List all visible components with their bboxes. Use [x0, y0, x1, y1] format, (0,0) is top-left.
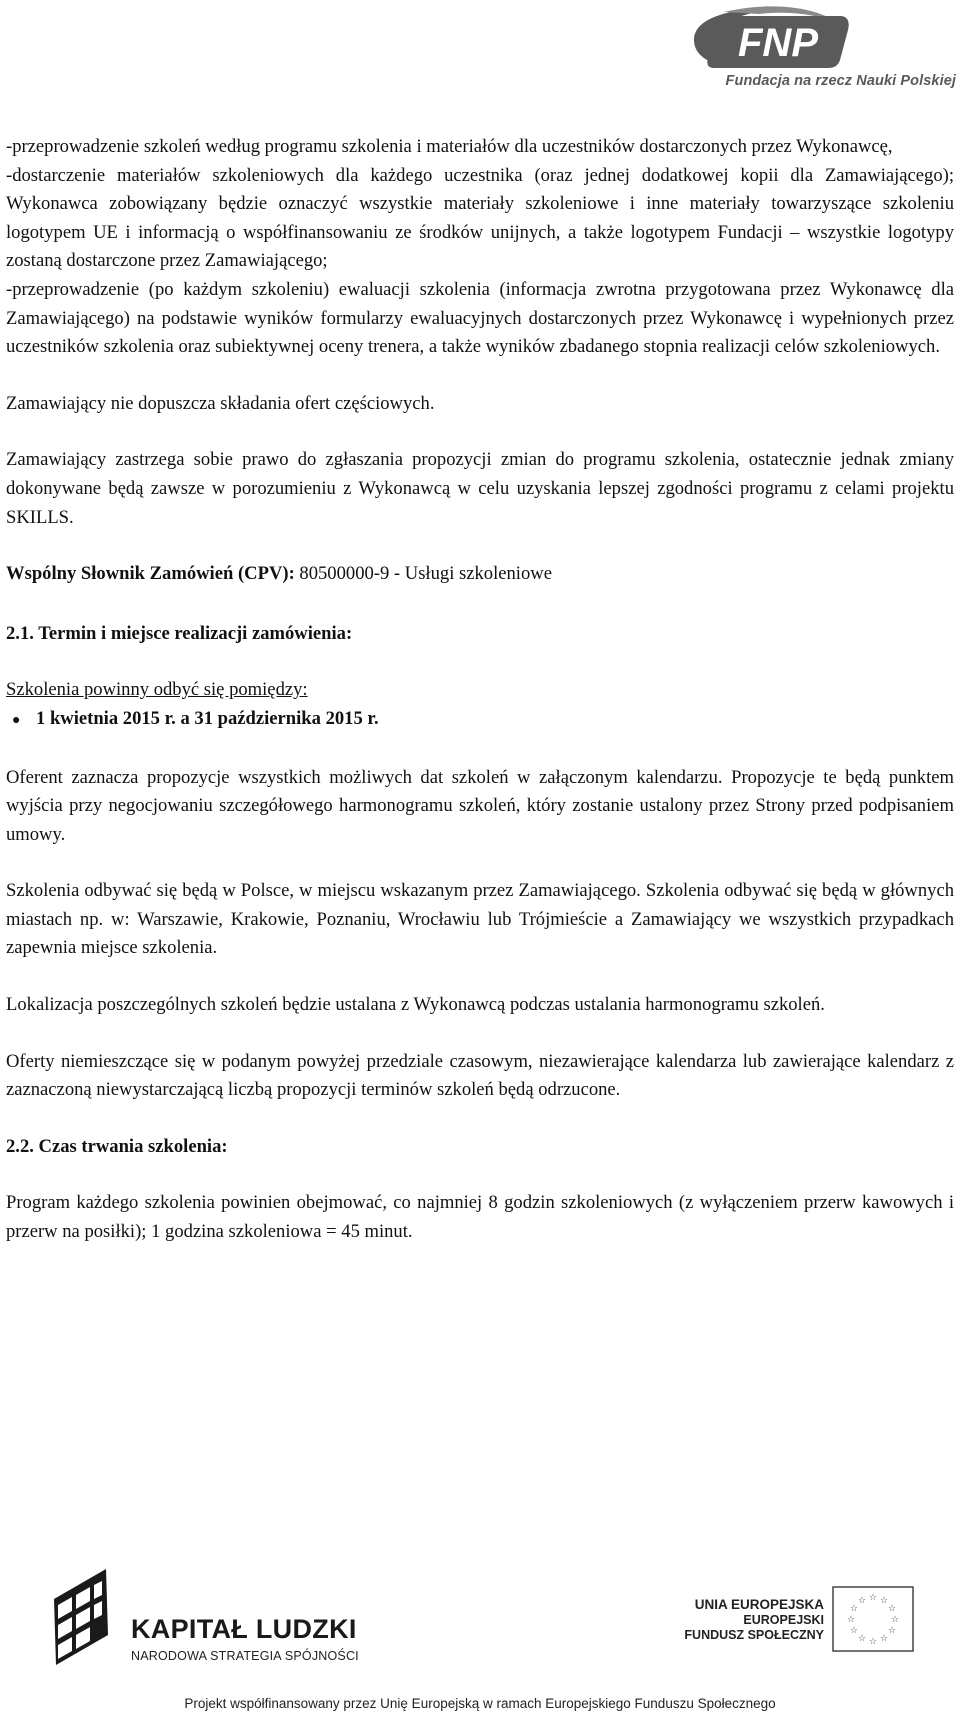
- paragraph-calendar-proposals: Oferent zaznacza propozycje wszystkich możliwych dat szkoleń w załączonym kalendarzu. Propozycje te będą punktem wyjścia przy negocjowaniu szczegółowego harmonogramu szkoleń, który zostanie ustalony przez Strony przed podpisaniem umowy.: [6, 766, 954, 845]
- eu-star-icon: ☆: [846, 1615, 856, 1625]
- eu-star-icon: ☆: [868, 1593, 878, 1603]
- section-2-1-heading: 2.1. Termin i miejsce realizacji zamówienia:: [6, 622, 353, 644]
- eu-star-icon: ☆: [868, 1637, 878, 1647]
- cpv-label: Wspólny Słownik Zamówień (CPV):: [6, 563, 295, 585]
- paragraph-no-partial-offers: Zamawiający nie dopuszcza składania ofert częściowych.: [6, 392, 435, 414]
- eu-line-2: EUROPEJSKI: [743, 1612, 824, 1627]
- eu-line-3: FUNDUSZ SPOŁECZNY: [684, 1628, 824, 1642]
- eu-star-icon: ☆: [879, 1634, 889, 1645]
- eu-text-block: [684, 1597, 824, 1644]
- eu-star-icon: ☆: [849, 1626, 858, 1636]
- between-label: Szkolenia powinny odbyć się pomiędzy:: [6, 679, 308, 701]
- paragraph-localization: Lokalizacja poszczególnych szkoleń będzie ustalana z Wykonawcą podczas ustalania harmonogramu szkoleń.: [6, 994, 825, 1016]
- fnp-tagline: Fundacja na rzecz Nauki Polskiej: [725, 73, 956, 89]
- kapital-ludzki-emblem-icon: [46, 1565, 116, 1675]
- paragraph-duration: Program każdego szkolenia powinien obejmować, co najmniej 8 godzin szkoleniowych (z wyłączeniem przerw kawowych i przerw na posiłki); 1 godzina szkoleniowa = 45 minut.: [6, 1192, 954, 1243]
- bullet-list-item: [6, 705, 954, 736]
- project-cofinancing-line: Projekt współfinansowany przez Unię Europejską w ramach Europejskiego Funduszu Społecznego: [184, 1696, 776, 1711]
- fnp-logo-text: FNP: [738, 21, 818, 65]
- eu-star-icon: ☆: [890, 1615, 900, 1625]
- paragraph-training-delivery: -przeprowadzenie szkoleń według programu szkolenia i materiałów dla uczestników dostarczonych przez Wykonawcę,: [6, 136, 893, 157]
- eu-star-icon: ☆: [849, 1604, 858, 1614]
- eu-line-1: UNIA EUROPEJSKA: [694, 1597, 824, 1612]
- document-body: [6, 133, 954, 1247]
- paragraph-program-changes: Zamawiający zastrzega sobie prawo do zgłaszania propozycji zmian do programu szkolenia, ostatecznie jednak zmiany dokonywane będą zawsze w porozumieniu z Wykonawcą w celu uzyskania lepszej zgodności programu z celami projektu SKILLS.: [6, 449, 954, 528]
- eu-star-icon: ☆: [879, 1595, 889, 1606]
- eu-star-icon: ☆: [857, 1634, 867, 1645]
- paragraph-training-location: Szkolenia odbywać się będą w Polsce, w miejscu wskazanym przez Zamawiającego. Szkolenia odbywać się będą w głównych miastach np. w: Warszawie, Krakowie, Poznaniu, Wrocławiu lub Trójmieście a Zamawiający we wszystkich przypadkach zapewnia miejsce szkolenia.: [6, 880, 954, 959]
- cpv-value: 80500000-9 - Usługi szkoleniowe: [294, 563, 552, 585]
- eu-flag-icon: [832, 1586, 914, 1652]
- bullet-dates: 1 kwietnia 2015 r. a 31 października 2015 r.: [36, 707, 379, 729]
- kapital-ludzki-subtitle: NARODOWA STRATEGIA SPÓJNOŚCI: [131, 1649, 359, 1663]
- paragraph-rejection: Oferty niemieszczące się w podanym powyżej przedziale czasowym, niezawierające kalendarza lub zawierające kalendarz z zaznaczoną niewystarczającą liczbą propozycji terminów szkoleń będą odrzucone.: [6, 1050, 954, 1101]
- paragraph-training-materials: -dostarczenie materiałów szkoleniowych dla każdego uczestnika (oraz jednej dodatkowej kopii dla Zamawiającego); Wykonawca zobowiązany będzie oznaczyć wszystkie materiały szkoleniowe i inne materiały towarzyszące szkoleniu logotypem UE i informacją o współfinansowaniu ze środków unijnych, a także logotypem Fundacji – wszystkie logotypy zostaną dostarczone przez Zamawiającego;: [6, 164, 954, 272]
- section-2-2-heading: 2.2. Czas trwania szkolenia:: [6, 1135, 228, 1157]
- paragraph-cpv: [6, 560, 954, 589]
- eu-star-icon: ☆: [888, 1604, 897, 1614]
- kapital-ludzki-title: KAPITAŁ LUDZKI: [131, 1614, 357, 1644]
- eu-star-icon: ☆: [888, 1626, 897, 1636]
- between-label-row: [6, 676, 954, 705]
- eu-star-icon: ☆: [857, 1595, 867, 1606]
- paragraph-evaluation: -przeprowadzenie (po każdym szkoleniu) ewaluacji szkolenia (informacja zwrotna przygotowana przez Wykonawcę dla Zamawiającego) na podstawie wyników formularzy ewaluacyjnych dostarczonych przez Wykonawcę i wypełnionych przez uczestników szkolenia oraz subiektywnej oceny trenera, a także wyników zbadanego stopnia realizacji celów szkoleniowych.: [6, 278, 954, 358]
- bullet-dot-icon: ●: [12, 712, 21, 728]
